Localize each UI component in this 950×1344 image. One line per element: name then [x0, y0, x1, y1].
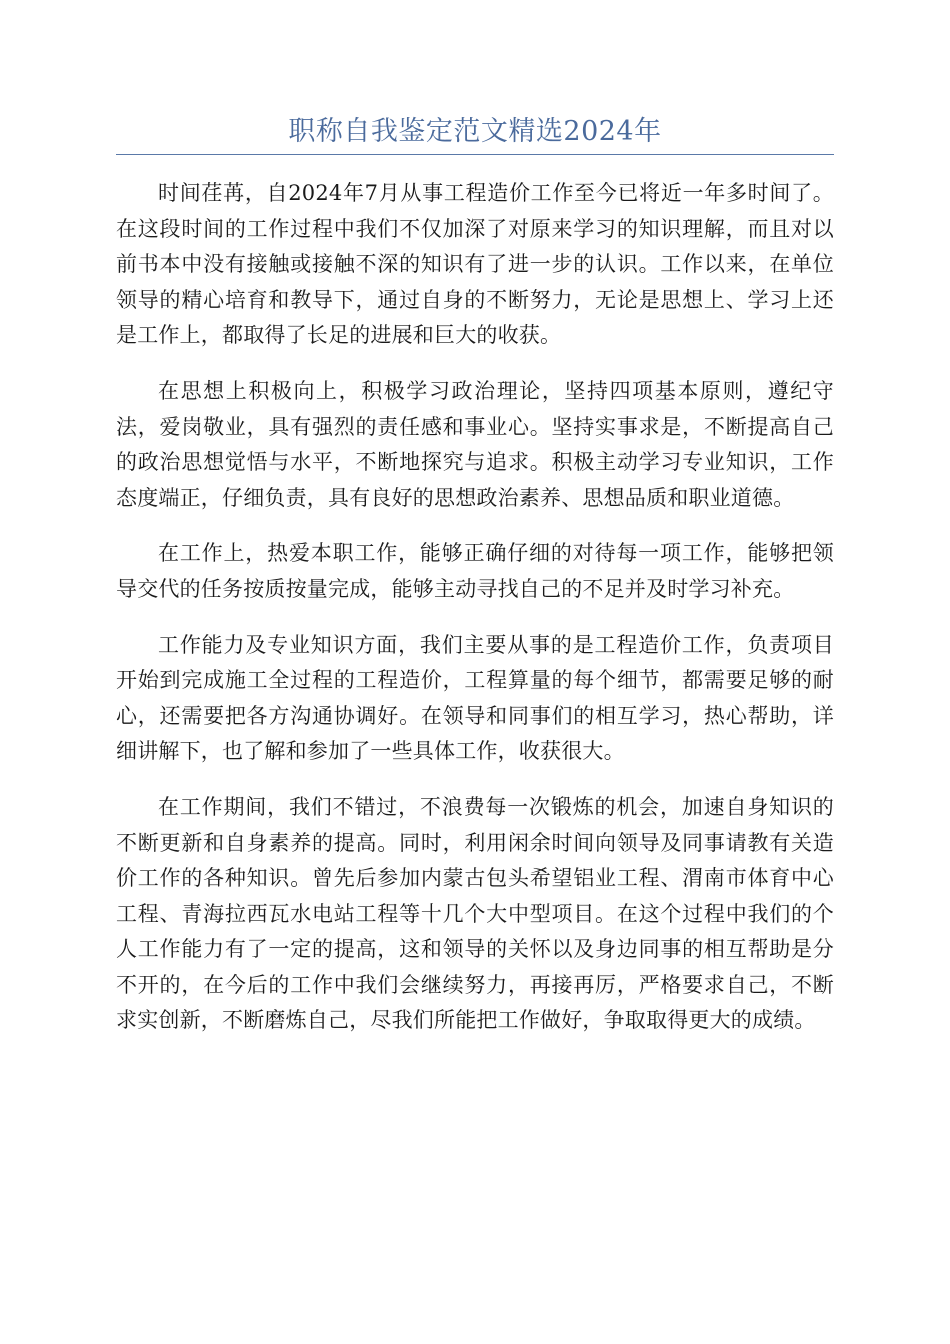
title-underline: [116, 154, 834, 155]
paragraph-1: 时间荏苒，自2024年7月从事工程造价工作至今已将近一年多时间了。在这段时间的工作过程中我们不仅加深了对原来学习的知识理解，而且对以前书本中没有接触或接触不深的知识有了进一步的认识。工作以来，在单位领导的精心培育和教导下，通过自身的不断努力，无论是思想上、学习上还是工作上，都取得了长足的进展和巨大的收获。: [116, 181, 834, 348]
document-title: 职称自我鉴定范文精选2024年: [288, 116, 662, 147]
paragraph-5: 在工作期间，我们不错过，不浪费每一次锻炼的机会，加速自身知识的不断更新和自身素养的提高。同时，利用闲余时间向领导及同事请教有关造价工作的各种知识。曾先后参加内蒙古包头希望铝业工程、渭南市体育中心工程、青海拉西瓦水电站工程等十几个大中型项目。在这个过程中我们的个人工作能力有了一定的提高，这和领导的关怀以及身边同事的相互帮助是分不开的，在今后的工作中我们会继续努力，再接再厉，严格要求自己，不断求实创新，不断磨炼自己，尽我们所能把工作做好，争取取得更大的成绩。: [116, 794, 834, 1033]
paragraph-2: 在思想上积极向上，积极学习政治理论，坚持四项基本原则，遵纪守法，爱岗敬业，具有强烈的责任感和事业心。坚持实事求是，不断提高自己的政治思想觉悟与水平，不断地探究与追求。积极主动学习专业知识，工作态度端正，仔细负责，具有良好的思想政治素养、思想品质和职业道德。: [116, 378, 834, 510]
paragraph-4: 工作能力及专业知识方面，我们主要从事的是工程造价工作，负责项目开始到完成施工全过程的工程造价，工程算量的每个细节，都需要足够的耐心，还需要把各方沟通协调好。在领导和同事们的相互学习，热心帮助，详细讲解下，也了解和参加了一些具体工作，收获很大。: [116, 632, 834, 764]
document-body: [116, 176, 834, 1059]
paragraph-3: 在工作上，热爱本职工作，能够正确仔细的对待每一项工作，能够把领导交代的任务按质按量完成，能够主动寻找自己的不足并及时学习补充。: [116, 541, 834, 601]
